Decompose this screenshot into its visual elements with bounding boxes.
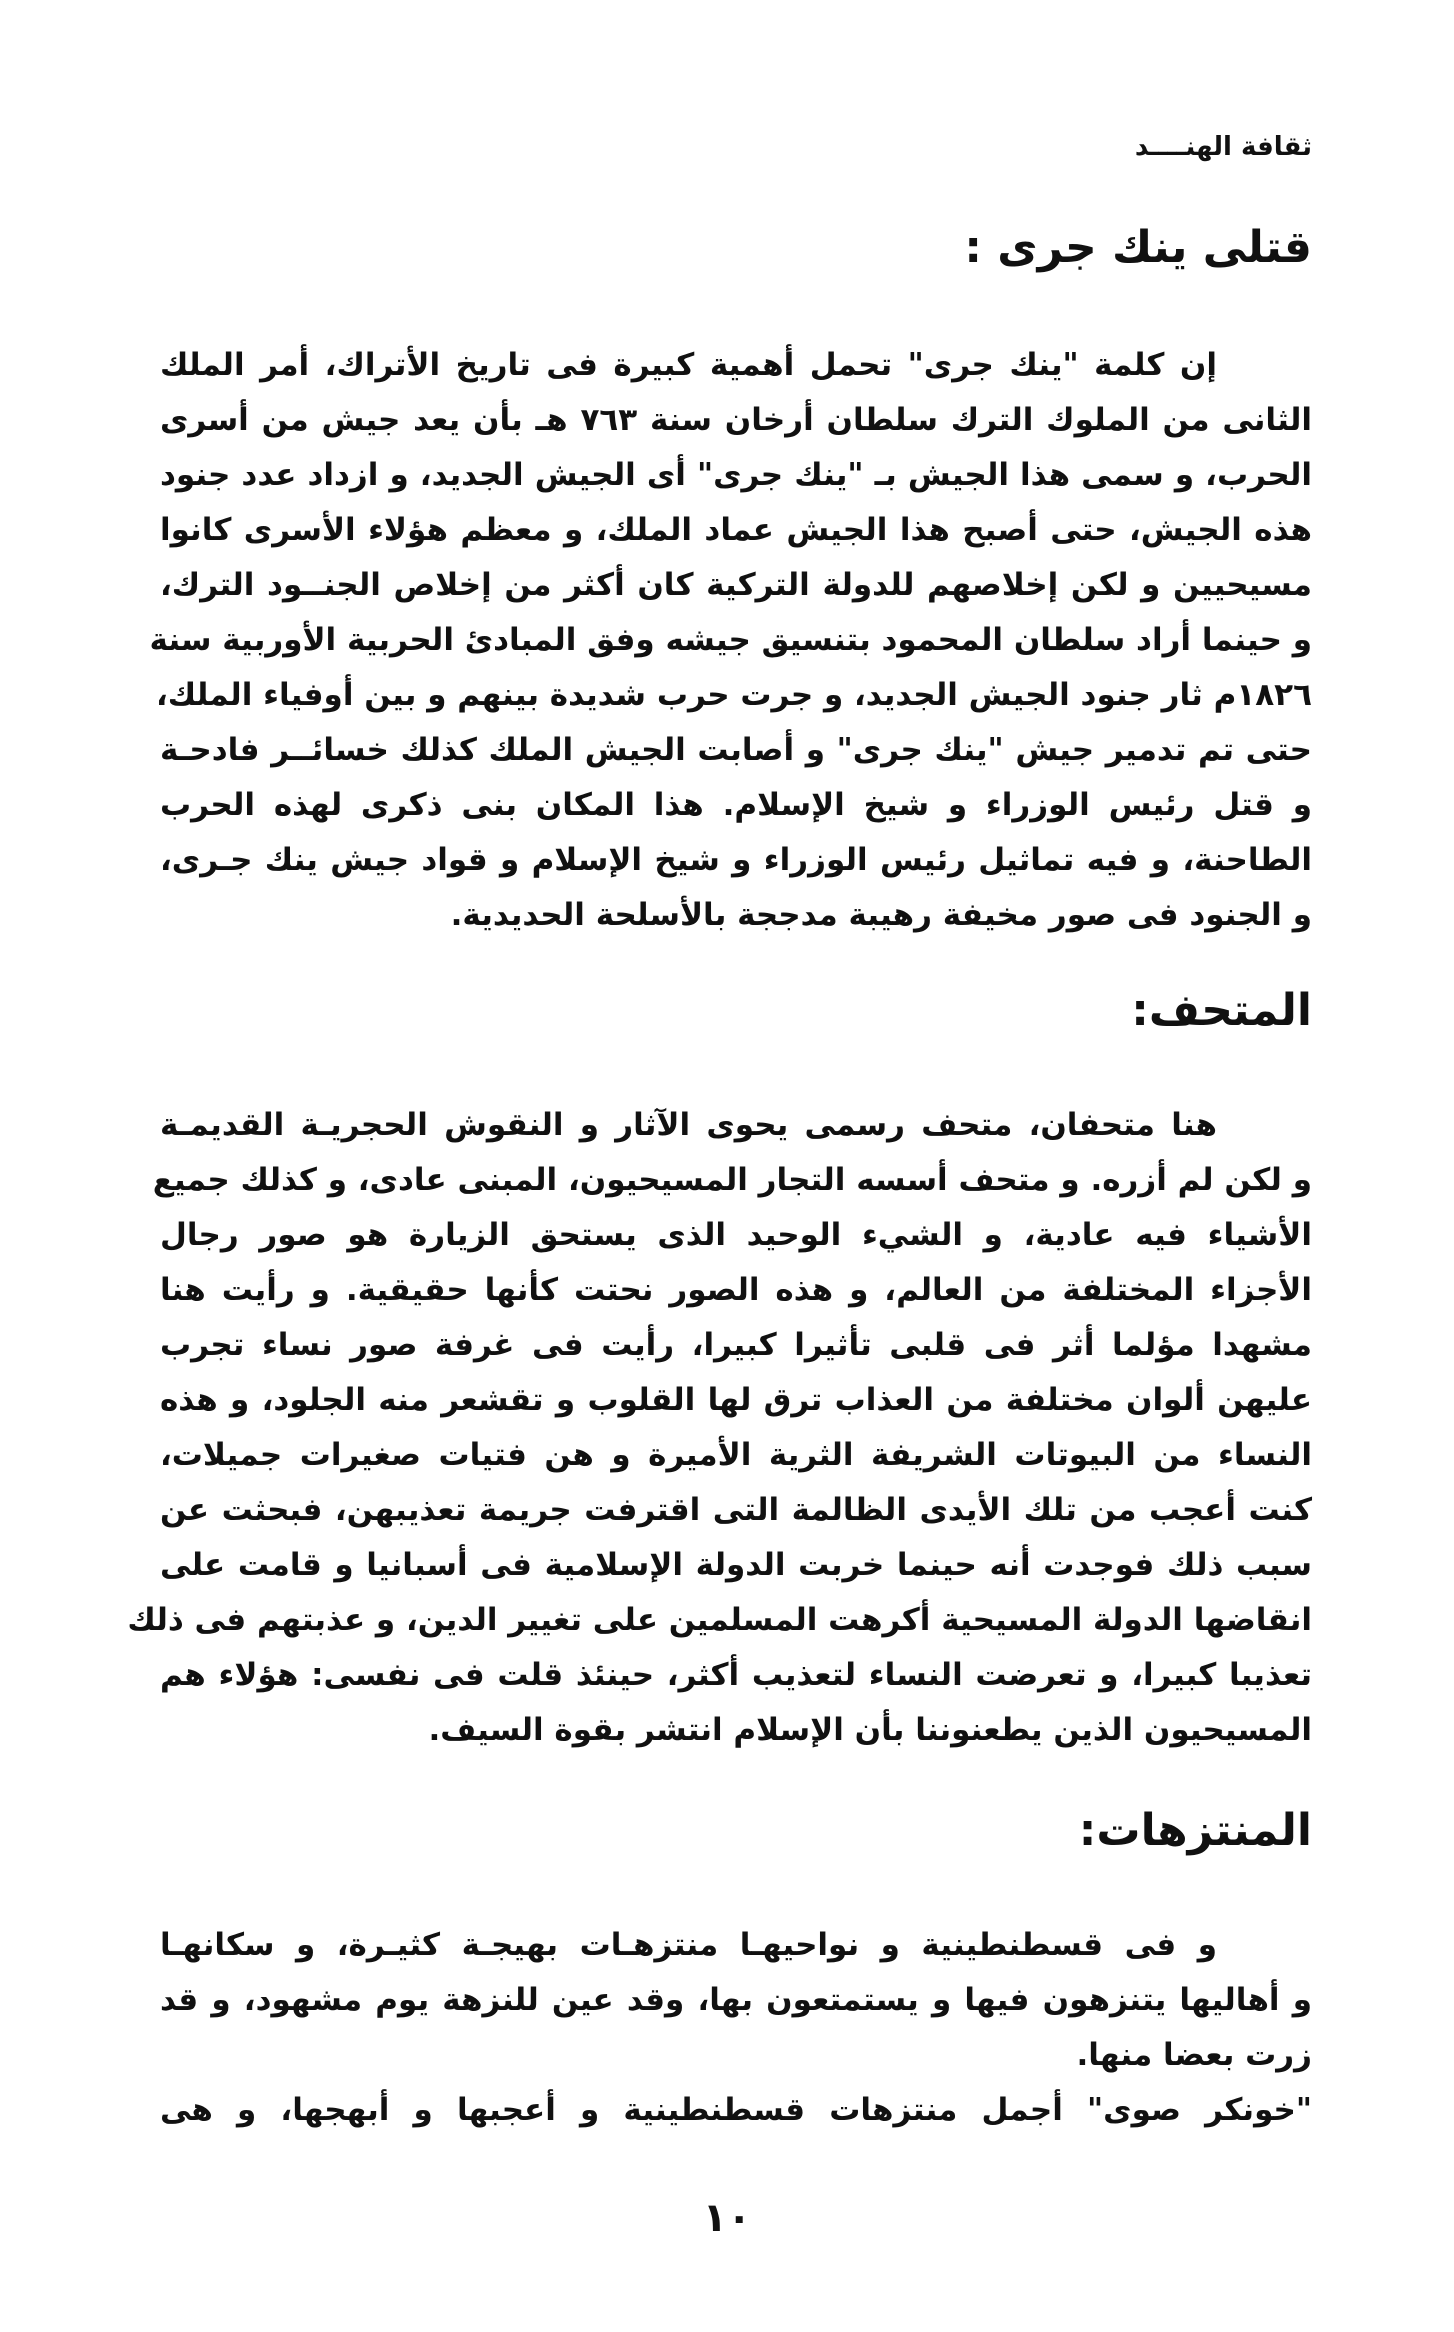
page-number: ١٠ bbox=[702, 2195, 752, 2241]
text-line: كنت أعجب من تلك الأيدى الظالمة التى اقترفت جريمة تعذيبهن، فبحثت عن bbox=[160, 1492, 1312, 1528]
text-line: إن كلمة "ينك جرى" تحمل أهمية كبيرة فى تاريخ الأتراك، أمر الملك bbox=[160, 347, 1217, 383]
text-line: سبب ذلك فوجدت أنه حينما خربت الدولة الإسلامية فى أسبانيا و قامت على bbox=[160, 1547, 1312, 1583]
text-line: و الجنود فى صور مخيفة رهيبة مدججة بالأسلحة الحديدية. bbox=[450, 897, 1312, 933]
text-line: و قتل رئيس الوزراء و شيخ الإسلام. هذا المكان بنى ذكرى لهذه الحرب bbox=[160, 787, 1312, 823]
section-heading-janissaries: قتلى ينك جرى : bbox=[964, 222, 1312, 273]
text-line: حتى تم تدمير جيش "ينك جرى" و أصابت الجيش الملك كذلك خسائــر فادحـة bbox=[160, 732, 1312, 768]
text-line: المسيحيون الذين يطعنوننا بأن الإسلام انتشر بقوة السيف. bbox=[428, 1712, 1312, 1748]
text-line: الثانى من الملوك الترك سلطان أرخان سنة ٧٦٣ هـ بأن يعد جيش من أسرى bbox=[160, 402, 1312, 438]
text-line: الطاحنة، و فيه تماثيل رئيس الوزراء و شيخ الإسلام و قواد جيش ينك جـرى، bbox=[160, 842, 1312, 878]
text-line: و أهاليها يتنزهون فيها و يستمتعون بها، وقد عين للنزهة يوم مشهود، و قد bbox=[160, 1982, 1312, 2018]
section-heading-museum: المتحف: bbox=[1131, 985, 1312, 1036]
running-header: ثقافة الهنــــد bbox=[1134, 132, 1312, 162]
text-line: عليهن ألوان مختلفة من العذاب ترق لها القلوب و تقشعر منه الجلود، و هذه bbox=[160, 1382, 1312, 1418]
text-line: تعذيبا كبيرا، و تعرضت النساء لتعذيب أكثر، حينئذ قلت فى نفسى: هؤلاء هم bbox=[160, 1657, 1312, 1693]
text-line: الأجزاء المختلفة من العالم، و هذه الصور نحتت كأنها حقيقية. و رأيت هنا bbox=[160, 1272, 1312, 1308]
text-line: الحرب، و سمى هذا الجيش بـ "ينك جرى" أى الجيش الجديد، و ازداد عدد جنود bbox=[160, 457, 1312, 493]
text-line: مسيحيين و لكن إخلاصهم للدولة التركية كان أكثر من إخلاص الجنــود الترك، bbox=[160, 567, 1312, 603]
text-line: و حينما أراد سلطان المحمود بتنسيق جيشه وفق المبادئ الحربية الأوربية سنة bbox=[149, 622, 1312, 658]
text-line: هنا متحفان، متحف رسمى يحوى الآثار و النقوش الحجريـة القديمـة bbox=[160, 1107, 1217, 1143]
section-heading-parks: المنتزهات: bbox=[1078, 1805, 1312, 1856]
text-line: "خونكر صوى" أجمل منتزهات قسطنطينية و أعجبها و أبهجها، و هى bbox=[160, 2092, 1312, 2128]
text-line: النساء من البيوتات الشريفة الثرية الأميرة و هن فتيات صغيرات جميلات، bbox=[160, 1437, 1312, 1473]
text-line: و فى قسطنطينية و نواحيهـا منتزهـات بهيجـة كثيـرة، و سكانهـا bbox=[160, 1927, 1217, 1963]
text-line: ١٨٢٦م ثار جنود الجيش الجديد، و جرت حرب شديدة بينهم و بين أوفياء الملك، bbox=[155, 677, 1312, 713]
text-line: انقاضها الدولة المسيحية أكرهت المسلمين على تغيير الدين، و عذبتهم فى ذلك bbox=[127, 1602, 1312, 1638]
text-line: مشهدا مؤلما أثر فى قلبى تأثيرا كبيرا، رأيت فى غرفة صور نساء تجرب bbox=[160, 1327, 1312, 1363]
text-line: هذه الجيش، حتى أصبح هذا الجيش عماد الملك، و معظم هؤلاء الأسرى كانوا bbox=[160, 512, 1312, 548]
text-line: و لكن لم أزره. و متحف أسسه التجار المسيحيون، المبنى عادى، و كذلك جميع bbox=[152, 1162, 1312, 1198]
text-line: الأشياء فيه عادية، و الشيء الوحيد الذى يستحق الزيارة هو صور رجال bbox=[160, 1217, 1312, 1253]
text-line: زرت بعضا منها. bbox=[1076, 2037, 1312, 2073]
